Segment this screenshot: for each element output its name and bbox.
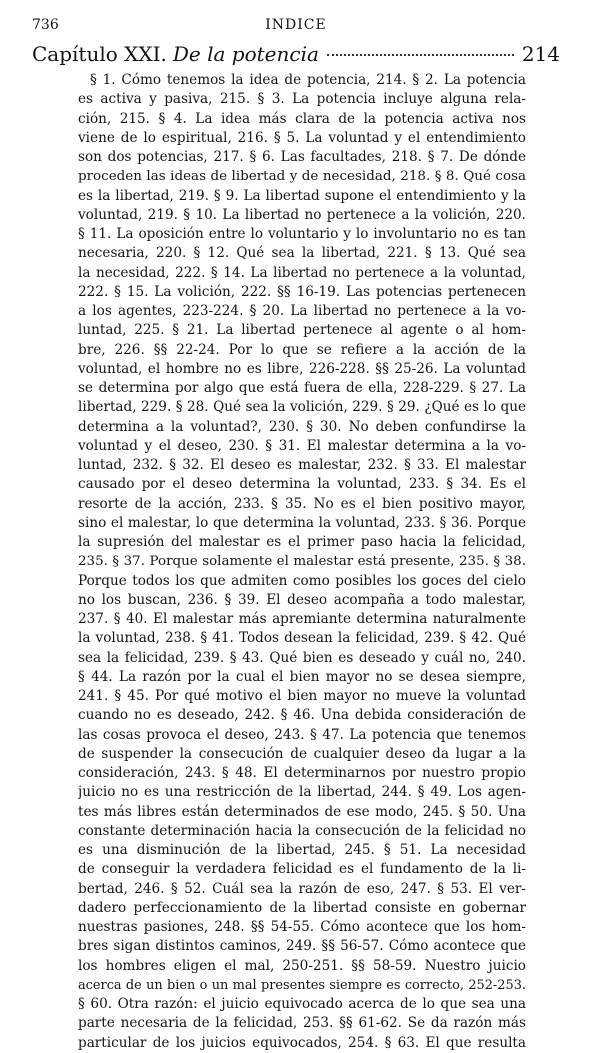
text-line: ción, 215. § 4. La idea más clara de la potencia activa nos (78, 110, 526, 127)
text-line: 241. § 45. Por qué motivo el bien mayor no mueve la voluntad (78, 688, 526, 704)
text-line: se determina por algo que está fuera de ella, 228-229. § 27. La (78, 380, 526, 396)
text-line: acerca de un bien o un mal presentes siempre es correcto, 252-253. (78, 977, 526, 993)
text-line: Porque todos los que admiten como posibles los goces del cielo (78, 572, 526, 589)
text-line: no los buscan, 236. § 39. El deseo acompaña a todo malestar, (78, 591, 526, 608)
text-line: dadero perfeccionamiento de la libertad consiste en gobernar (78, 899, 526, 916)
text-line: tes más libres están determinados de ese modo, 245. § 50. Una (78, 803, 526, 820)
text-line: proceden las ideas de libertad y de necesidad, 218. § 8. Qué cosa (78, 168, 526, 185)
text-line: es la libertad, 219. § 9. La libertad supone el entendimiento y la (78, 187, 526, 204)
text-line: bres sigan distintos caminos, 249. §§ 56-57. Cómo acontece que (78, 938, 526, 955)
text-line: bertad, 246. § 52. Cuál sea la razón de eso, 247. § 53. El ver- (78, 880, 526, 897)
chapter-page-number: 214 (521, 42, 560, 66)
text-line: parte necesaria de la felicidad, 253. §§ 61-62. Se da razón más (78, 1015, 526, 1032)
chapter-title: De la potencia (172, 42, 319, 66)
text-line: la voluntad, 238. § 41. Todos desean la felicidad, 239. § 42. Qué (78, 630, 526, 647)
text-line: § 1. Cómo tenemos la idea de potencia, 214. § 2. La potencia (90, 72, 526, 88)
text-line: las cosas provoca el deseo, 243. § 47. La potencia que tenemos (78, 726, 526, 743)
text-line: sino el malestar, lo que determina la voluntad, 233. § 36. Porque (78, 514, 526, 531)
text-line: 235. § 37. Porque solamente el malestar está presente, 235. § 38. (78, 554, 526, 570)
text-line: necesaria, 220. § 12. Qué sea la libertad, 221. § 13. Qué sea (78, 245, 526, 262)
text-line: bre, 226. §§ 22-24. Por lo que se refiere a la acción de la (78, 341, 526, 358)
text-line: cuando no es deseado, 242. § 46. Una debida consideración de (78, 707, 526, 724)
text-line: a los agentes, 223-224. § 20. La libertad no pertenece a la vo- (78, 303, 526, 319)
text-line: determina a la voluntad?, 230. § 30. No deben confundirse la (78, 418, 526, 435)
text-line: voluntad, 219. § 10. La libertad no pertenece a la volición, 220. (78, 206, 526, 223)
text-line: consideración, 243. § 48. El determinarnos por nuestro propio (78, 765, 526, 781)
text-line: luntad, 232. § 32. El deseo es malestar, 232. § 33. El malestar (78, 457, 526, 473)
text-line: de suspender la consecución de cualquier deseo da lugar a la (78, 745, 526, 762)
index-paragraph (78, 71, 526, 1053)
text-line: libertad, 229. § 28. Qué sea la volición, 229. § 29. ¿Qué es lo que (78, 399, 526, 416)
text-line: de conseguir la verdadera felicidad es el fundamento de la li- (78, 861, 526, 878)
text-line: sea la felicidad, 239. § 43. Qué bien es deseado y cuál no, 240. (78, 649, 526, 666)
text-line: causado por el deseo determina la voluntad, 233. § 34. Es el (78, 476, 526, 493)
text-line: la supresión del malestar es el primer paso hacia la felicidad, (78, 534, 526, 550)
running-title: INDICE (265, 17, 327, 33)
text-line: los hombres eligen el mal, 250-251. §§ 58-59. Nuestro juicio (78, 957, 526, 974)
chapter-heading (32, 40, 560, 68)
running-head (32, 14, 560, 36)
text-line: constante determinación hacia la consecución de la felicidad no (78, 822, 526, 839)
text-line: § 44. La razón por la cual el bien mayor no se desea siempre, (78, 668, 526, 685)
text-line: 222. § 15. La volición, 222. §§ 16-19. Las potencias pertenecen (78, 283, 526, 300)
text-line: § 60. Otra razón: el juicio equivocado acerca de lo que sea una (78, 996, 526, 1012)
text-line: voluntad y el deseo, 230. § 31. El malestar determina a la vo- (78, 437, 526, 454)
text-line: juicio no es una restricción de la libertad, 244. § 49. Los agen- (78, 784, 526, 801)
text-line: son dos potencias, 217. § 6. Las facultades, 218. § 7. De dónde (78, 149, 526, 165)
chapter-label: Capítulo XXI. (32, 42, 167, 66)
text-line: particular de los juicios equivocados, 254. § 63. El que resulta (78, 1034, 526, 1051)
text-line: voluntad, el hombre no es libre, 226-228. §§ 25-26. La voluntad (78, 360, 526, 377)
text-line: la necesidad, 222. § 14. La libertad no pertenece a la voluntad, (78, 264, 526, 281)
text-line: es una disminución de la libertad, 245. § 51. La necesidad (78, 842, 526, 858)
dot-leader (327, 54, 514, 56)
text-line: viene de lo espiritual, 216. § 5. La voluntad y el entendimiento (78, 129, 526, 146)
text-line: nuestras pasiones, 248. §§ 54-55. Cómo acontece que los hom- (78, 919, 526, 935)
text-line: luntad, 225. § 21. La libertad pertenece al agente o al hom- (78, 322, 526, 339)
text-line: 237. § 40. El malestar más apremiante determina naturalmente (78, 611, 526, 627)
text-line: es activa y pasiva, 215. § 3. La potencia incluye alguna rela- (78, 91, 526, 108)
page-number: 736 (32, 17, 59, 33)
text-line: § 11. La oposición entre lo voluntario y lo involuntario no es tan (78, 226, 526, 242)
text-line: resorte de la acción, 233. § 35. No es el bien positivo mayor, (78, 495, 526, 512)
